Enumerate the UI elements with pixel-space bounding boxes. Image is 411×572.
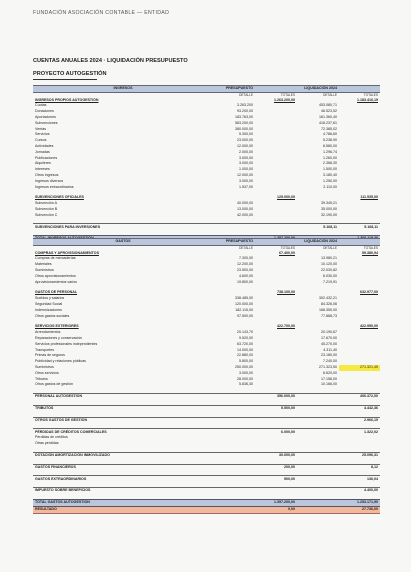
ingresos-row-col2: 42.000,00 [237,212,253,217]
gastos-row-col1: Arrendamientos [35,330,61,335]
gastos-row-col2: 5.636,30 [239,382,253,387]
ingresos-header-row-col3 [255,86,297,93]
gastos-row-col1: Sueldos y salarios [35,296,65,301]
ingresos-row-col4: 1.250,00 [323,178,337,183]
gastos-row-col1: Suministros [35,267,54,272]
gastos-row-col2: 19.800,00 [237,279,253,284]
ingresos-row-col4: 453.080,71 [319,103,337,108]
gastos-row-col2: 23.500,00 [237,267,253,272]
ingresos-row-col1: Publicaciones [35,155,58,160]
gastos-row-col2: 182.115,00 [235,307,253,312]
gastos-header-row-col2: PRESUPUESTO [213,239,255,246]
gastos-row-col4: 168.350,00 [319,307,337,312]
gastos-row [33,507,380,514]
gastos-row-col2: 120.000,00 [235,301,253,306]
gastos-row-col5: 2.966,19 [339,417,380,423]
gastos-header-row-col5 [339,239,380,246]
gastos-row-col3: 200,00 [255,464,297,470]
gastos-row-col2: 28.000,00 [237,376,253,381]
gastos-row-col4: 13.980,21 [321,256,337,261]
ingresos-row-col2: 3.000,00 [239,178,253,183]
ingresos-row-col4: 418.237,61 [319,120,337,125]
ingresos-row-col5: 1.183.416,19 [357,97,378,102]
ingresos-subheader-row-col4: DETALLE [323,92,337,97]
ingresos-row-col2: 583.200,00 [235,120,253,125]
section-title-underline [33,79,97,80]
gastos-row-col1: Primas de seguros [35,353,65,358]
ingresos-row-col2: 3.000,00 [239,155,253,160]
gastos-row-col2: 7.300,00 [239,256,253,261]
ingresos-row-col5: 5.168,11 [339,224,380,230]
gastos-row-col4: 84.326,06 [321,301,337,306]
gastos-row-col4 [297,507,339,514]
ingresos-row-col4: 32.190,00 [321,212,337,217]
ingresos-row-col2: 13.000,00 [237,206,253,211]
ingresos-row-col1: Subvención C [35,212,58,217]
gastos-row-col2: 5.800,00 [239,359,253,364]
ingresos-row-col1: Jornadas [35,149,50,154]
gastos-row-col3: 30.000,00 [255,452,297,458]
ingresos-row-col2: 3.263.200 [237,103,253,108]
gastos-row-col4: 22.030,82 [321,267,337,272]
gastos-row-col5: 25.096,31 [339,452,380,458]
gastos-row-col2 [213,507,255,514]
ingresos-header-row-col4: LIQUIDACIÓN 2024 [297,86,339,93]
gastos-table [33,238,380,514]
gastos-row-col1: PÉRDIDAS DE CRÉDITOS COMERCIALES [33,429,213,435]
ingresos-row-col2: 1.000,00 [239,167,253,172]
ingresos-row-col2: 3.000,00 [239,161,253,166]
ingresos-row-col2: 12.000,00 [237,172,253,177]
gastos-row-col3: 500,00 [255,476,297,482]
gastos-row-col1: IMPUESTO SOBRE BENEFICIOS [33,488,213,494]
ingresos-row-col4: 4.786,60 [323,132,337,137]
gastos-row-col1: Otros aprovisionamientos [35,273,76,278]
gastos-row-col5: 271.321,45 [339,365,380,371]
ingresos-subheader-row-col3: TOTALES [280,92,295,97]
gastos-row-col1: Compras de mercaderías [35,256,76,261]
ingresos-row-col4: 161.360,40 [319,114,337,119]
gastos-row-col5: 136,04 [339,476,380,482]
ingresos-row-col2: 40.000,00 [237,201,253,206]
gastos-row-col2: 22.880,00 [237,353,253,358]
ingresos-row-col1: Actividades [35,143,54,148]
gastos-row-col1: Tributos [35,376,48,381]
ingresos-row-col1: Cuotas [35,103,47,108]
gastos-row-col5: 27.736,00 [339,507,380,514]
ingresos-row-col1: SUBVENCIONES PARA INVERSIONES [33,224,213,230]
gastos-row-col4: 17.158,00 [321,376,337,381]
gastos-row-col1: PERSONAL AUTOGESTIÓN [33,394,213,400]
gastos-row-col1: Indemnizaciones [35,307,62,312]
gastos-row-col4: 10.120,00 [321,262,337,267]
gastos-row-col4: 7.240,00 [323,359,337,364]
ingresos-table [33,85,380,243]
gastos-row-col2: 3.000,00 [239,370,253,375]
gastos-row-col4: 20.190,67 [321,330,337,335]
gastos-row-col1: Suministros [35,364,54,369]
gastos-row-col1: Pérdidas de créditos [35,435,68,440]
gastos-row-col1: Seguridad Social [35,301,63,306]
gastos-row-col1: TRIBUTOS [33,405,213,411]
ingresos-row-col1: Donaciones [35,109,54,114]
ingresos-row-col1: Ventas [35,126,46,131]
ingresos-row-col2: 183.763,00 [235,114,253,119]
gastos-row-col5: 1.322,02 [339,429,380,435]
gastos-row-col1: Otros gastos de gestión [35,382,73,387]
gastos-row-col5: 406.372,00 [339,394,380,400]
gastos-header-row-col3 [255,239,297,246]
gastos-row-col4: 7.219,91 [323,279,337,284]
gastos-row-col1: GASTOS EXTRAORDINARIOS [33,476,213,482]
ingresos-row-col4: 46.523,52 [321,109,337,114]
gastos-row-col1: TOTAL GASTOS AUTOGESTIÓN [33,500,213,507]
gastos-row-col3: 5.500,00 [255,405,297,411]
ingresos-row-col1: Subvención A [35,201,57,206]
gastos-row-col2: 338.485,00 [235,296,253,301]
gastos-row-col4: 10.166,00 [321,382,337,387]
gastos-row-col2: 14.000,00 [237,347,253,352]
gastos-row-col3: 0,00 [255,507,297,514]
gastos-row-col1: Reparaciones y conservación [35,335,83,340]
ingresos-row-col4: 39.345,21 [321,201,337,206]
gastos-row-col1: Publicidad y relaciones públicas [35,359,86,364]
ingresos-row-col4: 2.368,30 [323,161,337,166]
gastos-row-col5: 1.253.171,90 [339,500,380,507]
gastos-row-col2: 4.600,00 [239,273,253,278]
ingresos-row-col1: Aportaciones [35,114,56,119]
gastos-row-col1: COMPRAS Y APROVISIONAMIENTOS [35,250,99,255]
gastos-row-col4: 23.180,00 [321,353,337,358]
ingresos-row-col3: 1.263.200,00 [274,97,295,102]
ingresos-row-col2: 380.000,00 [235,126,253,131]
gastos-header-row [33,239,380,246]
gastos-row [33,500,380,507]
ingresos-row-col2: 23.000,00 [237,138,253,143]
ingresos-subheader-row-col2: DETALLE [239,92,253,97]
gastos-row-col4: 302.432,21 [319,296,337,301]
gastos-row-col3: 422.700,00 [277,324,295,329]
gastos-row-col2: 20.143,70 [237,330,253,335]
gastos-row-col5: 632.977,00 [360,290,378,295]
gastos-row-col1: GASTOS FINANCIEROS [33,464,213,470]
ingresos-row-col5: 111.535,00 [360,195,378,200]
gastos-row-col1: Materiales [35,262,52,267]
ingresos-row-col4: 8.580,00 [323,143,337,148]
gastos-row-col4: 4.311,40 [323,347,337,352]
ingresos-row-col4: 1.500,00 [323,167,337,172]
gastos-row-col1: Otras pérdidas [35,441,59,446]
gastos-row-col4: 17.670,00 [321,335,337,340]
gastos-row-col1: GASTOS DE PERSONAL [35,290,78,295]
ingresos-row-col4: 3.180,40 [323,172,337,177]
ingresos-row-col4: 72.385,02 [321,126,337,131]
ingresos-row-col4: 5.168,11 [297,224,339,230]
gastos-row-col4: 271.323,50 [319,364,337,369]
gastos-row-col5: 4.442,36 [339,405,380,411]
ingresos-row-col1: SUBVENCIONES OFICIALES [35,195,84,200]
gastos-subheader-row-col5: TOTALES [363,245,378,250]
gastos-row-col3: 356.000,00 [255,394,297,400]
gastos-row-col5: 422.950,00 [360,324,378,329]
ingresos-header-row [33,86,380,93]
gastos-row-col2: 63.720,00 [237,341,253,346]
ingresos-row-col1: Alquileres [35,161,51,166]
gastos-row-col1: Aprovisionamientos varios [35,279,77,284]
ingresos-row-col1: Otros ingresos [35,172,59,177]
ingresos-row-col2: 5.300,00 [239,132,253,137]
ingresos-row-col4: 2.110,00 [323,184,337,189]
ingresos-row-col2: 93.200,00 [237,109,253,114]
gastos-row-col5: 8,12 [339,464,380,470]
gastos-row-col4: 45.270,00 [321,341,337,346]
ingresos-row-col1: Intereses [35,167,50,172]
ingresos-row-col1: Ingresos diversos [35,178,64,183]
gastos-row-col5: 59.380,94 [362,250,378,255]
gastos-row-col1: OTROS GASTOS DE GESTIÓN [33,417,213,423]
letterhead: FUNDACIÓN ASOCIACIÓN CONTABLE — ENTIDAD [33,10,170,16]
ingresos-row-col4: 35.000,00 [321,206,337,211]
gastos-row-col3: 67.400,00 [279,250,295,255]
ingresos-header-row-col1: INGRESOS [33,86,213,93]
gastos-row-col2: 97.500,00 [237,313,253,318]
ingresos-row-col1: Subvención B [35,206,58,211]
ingresos-row-col2: 1.537,00 [239,184,253,189]
ingresos-header-row-col5 [339,86,380,93]
ingresos-row-col4: 5.238,90 [323,138,337,143]
ingresos-row-col2: 12.000,00 [237,143,253,148]
gastos-row-col2: 12.200,00 [237,262,253,267]
section-title: PROYECTO AUTOGESTIÓN [33,71,107,77]
gastos-row-col1: RESULTADO [33,507,213,514]
gastos-subheader-row-col2: DETALLE [239,245,253,250]
ingresos-row-col4: 1.296,74 [323,149,337,154]
ingresos-row-col2: 2.000,00 [239,149,253,154]
gastos-row-col3: 1.397.200,00 [255,500,297,507]
ingresos-row-col1: Servicios [35,132,50,137]
ingresos-row-col4: 1.260,00 [323,155,337,160]
gastos-row-col3: 6.000,00 [255,429,297,435]
ingresos-row-col1: Subvenciones [35,120,58,125]
gastos-row-col2: 9.520,00 [239,335,253,340]
gastos-row-col5: 4.400,00 [339,488,380,494]
ingresos-header-row-col2: PRESUPUESTO [213,86,255,93]
gastos-row-col4 [297,500,339,507]
gastos-row-col1: Otros gastos sociales [35,313,70,318]
ingresos-row-col1: INGRESOS PROPIOS AUTOGESTIÓN [35,97,99,102]
gastos-row-col1: SERVICIOS EXTERIORES [35,324,79,329]
ingresos-row-col1: Cursos [35,138,47,143]
gastos-row-col1: Servicios profesionales independientes [35,341,98,346]
ingresos-row-col3: 125.000,00 [277,195,295,200]
document-title: CUENTAS ANUALES 2024 · LIQUIDACIÓN PRESUPUESTO [33,58,188,64]
gastos-row-col2 [213,500,255,507]
gastos-subheader-row-col3: TOTALES [280,245,295,250]
gastos-row-col4: 77.868,73 [321,313,337,318]
gastos-row-col1: Otros servicios [35,370,59,375]
gastos-row-col2: 250.000,00 [235,364,253,369]
gastos-subheader-row-col4: DETALLE [323,245,337,250]
ingresos-subheader-row-col5: TOTALES [363,92,378,97]
gastos-row-col1: Transportes [35,347,55,352]
gastos-header-row-col4: LIQUIDACIÓN 2024 [297,239,339,246]
ingresos-row-col1: Ingresos extraordinarios [35,184,74,189]
gastos-row-col4: 6.030,00 [323,273,337,278]
gastos-header-row-col1: GASTOS [33,239,213,246]
gastos-row-col1: DOTACIÓN AMORTIZACIÓN INMOVILIZADO [33,452,213,458]
gastos-row-col3: 738.100,00 [277,290,295,295]
gastos-row-col4: 6.620,00 [323,370,337,375]
